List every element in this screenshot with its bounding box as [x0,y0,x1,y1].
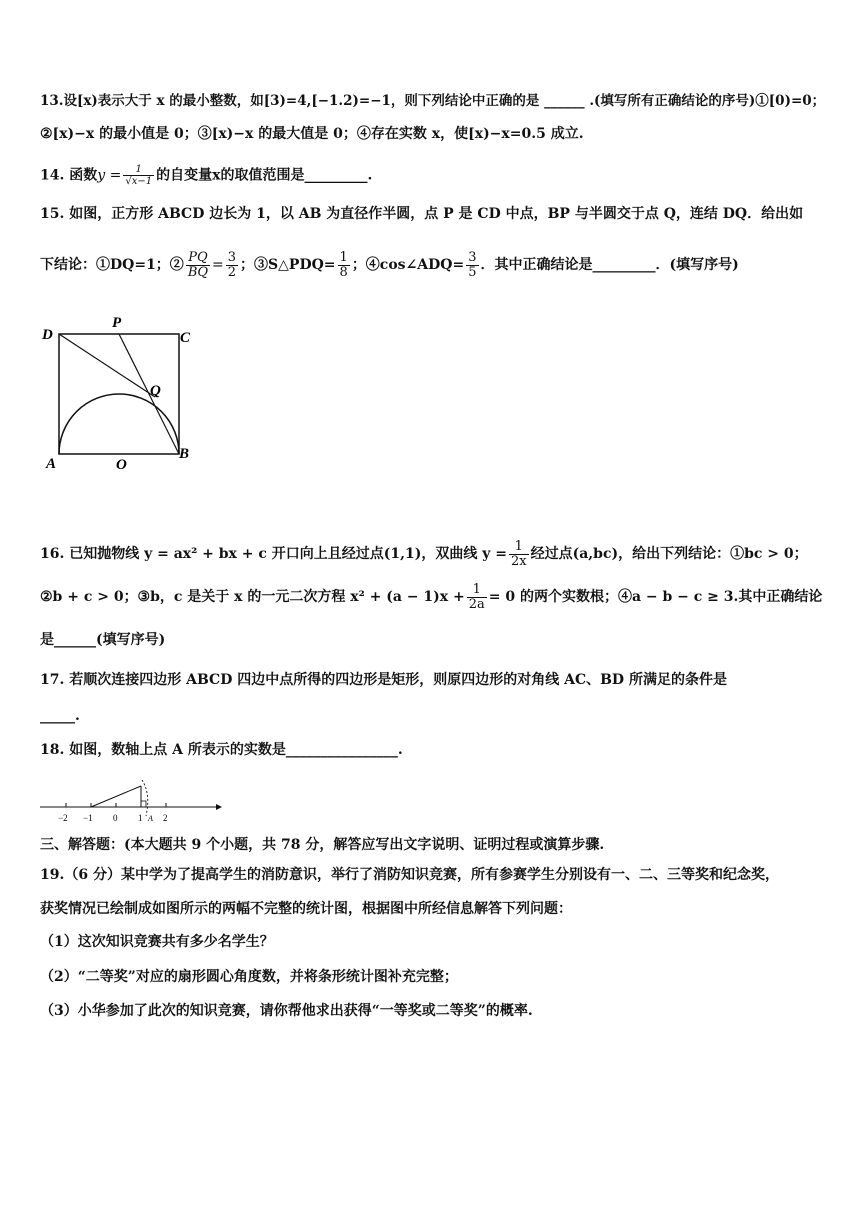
label-d: D [42,327,53,343]
q14-fraction: $\frac{1}{√x-1}$ [125,164,153,187]
point-a-label: A [148,814,153,823]
q15-frac-3-5: $\frac{3}{5}$ [468,249,477,280]
tick-label-minus2: −2 [58,813,68,823]
q16-line1: 16. 已知抛物线 y = ax² + bx + c 开口向上且经过点(1,1)，双曲线 y = $\frac{1}{2x}$ 经过点(a,bc)，给出下列结论：①bc > 0； [40,538,808,569]
q17-line2: _____. [40,708,80,724]
q15-line2: 下结论：①DQ=1；② $\frac{PQ}{BQ}$ = $\frac{3}{2}$ ；③S△PDQ= $\frac{1}{8}$ ；④cos∠ADQ= $\frac{3}{5}$ ．其中正确结论是_________．(填写序号) [40,249,739,280]
label-p: P [112,315,122,331]
q18-line1: 18. 如图，数轴上点 A 所表示的实数是________________. [40,742,403,758]
number-line-figure [38,772,223,824]
q16-line2: ②b + c > 0；③b，c 是关于 x 的一元二次方程 x² + (a − 1)x + $\frac{1}{2a}$ = 0 的两个实数根；④a − b − c ≥ 3.其中正确结论 [40,581,823,612]
semicircle [59,394,179,454]
q15-frac-pq-bq: $\frac{PQ}{BQ}$ [187,249,209,280]
q13-line2: ②[x)−x 的最小值是 0；③[x)−x 的最大值是 0；④存在实数 x，使[x)−x=0.5 成立. [40,126,584,142]
q19-sub2: （2）“二等奖”对应的扇形圆心角度数，并将条形统计图补充完整； [40,969,458,985]
q19-sub1: （1）这次知识竞赛共有多少名学生？ [40,934,274,950]
q13-line1: 13.设[x)表示大于 x 的最小整数，如[3)=4,[−1.2)=−1，则下列结论中正确的是 ______ .(填写所有正确结论的序号)①[0)=0； [40,93,826,109]
label-q: Q [150,383,161,399]
q19-line1: 19.（6 分）某中学为了提高学生的消防意识，举行了消防知识竞赛，所有参赛学生分别设有一、二、三等奖和纪念奖， [40,867,779,883]
q16-frac-1-2x: $\frac{1}{2x}$ [510,538,527,569]
q19-line2: 获奖情况已绘制成如图所示的两幅不完整的统计图，根据图中所经信息解答下列问题： [40,901,572,917]
label-c: C [180,330,191,346]
square-semicircle-figure [38,310,208,480]
label-a: A [46,456,57,472]
section3-heading: 三、解答题：(本大题共 9 个小题，共 78 分，解答应写出文字说明、证明过程或演算步骤. [40,837,605,853]
tick-label-0: 0 [113,813,118,823]
q14-line [40,164,372,187]
tick-label-2: 2 [163,813,168,823]
q16-line3: 是______(填写序号) [40,632,166,648]
q14-suffix: 的自变量x的取值范围是_________. [156,167,373,184]
q15-line1: 15. 如图，正方形 ABCD 边长为 1，以 AB 为直径作半圆，点 P 是 CD 中点，BP 与半圆交于点 Q，连结 DQ．给出如 [40,206,804,222]
tick-label-minus1: −1 [83,813,93,823]
label-o: O [116,457,127,473]
q14-y: y = [97,167,122,184]
q14-prefix: 14. 函数 [40,167,98,184]
segment-dq [59,334,155,397]
q19-sub3: （3）小华参加了此次的知识竞赛，请你帮他求出获得“一等奖或二等奖”的概率. [40,1003,533,1019]
tick-label-1: 1 [138,813,143,823]
q17-line1: 17. 若顺次连接四边形 ABCD 四边中点所得的四边形是矩形，则原四边形的对角线 AC、BD 所满足的条件是 [40,672,727,688]
label-b: B [179,446,190,462]
q15-frac-1-8: $\frac{1}{8}$ [339,249,348,280]
q16-frac-1-2a: $\frac{1}{2a}$ [468,581,485,612]
q15-frac-3-2: $\frac{3}{2}$ [227,249,237,280]
